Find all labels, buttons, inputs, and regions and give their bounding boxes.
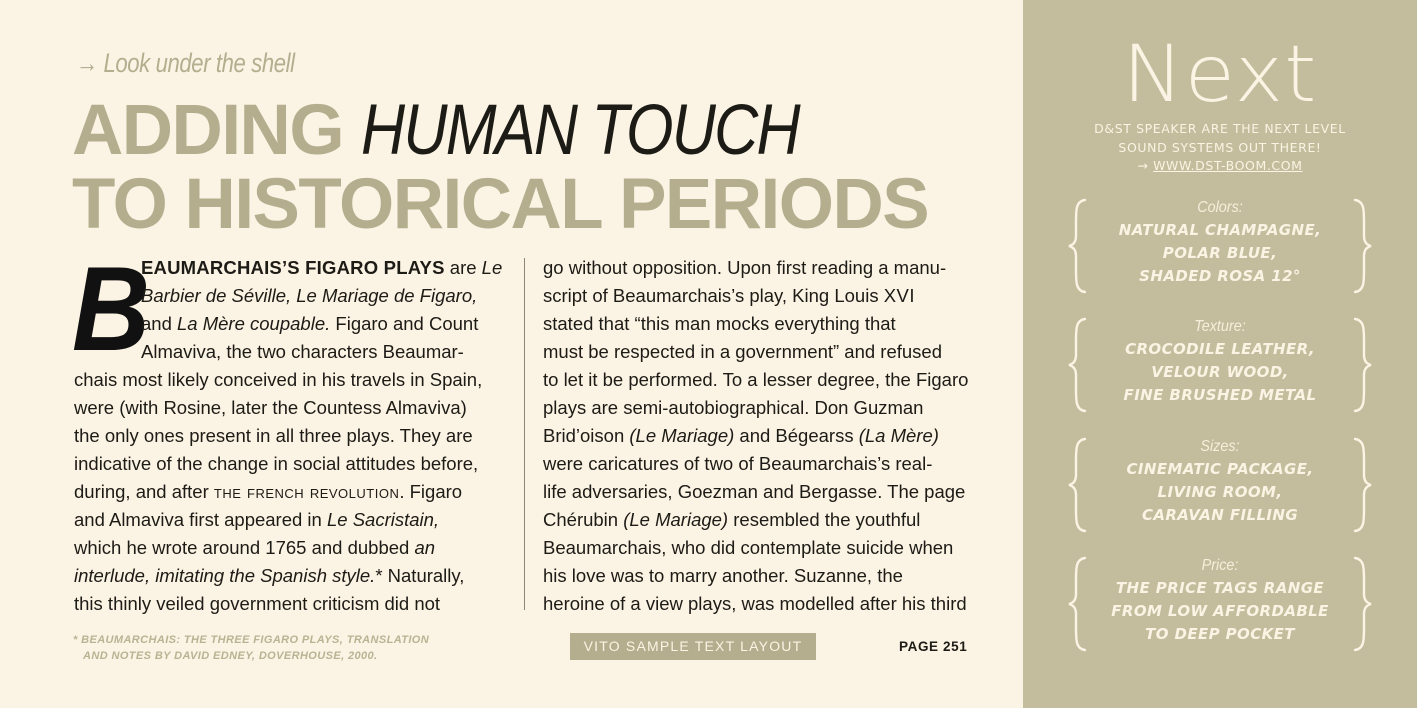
body-line: this thinly veiled government criticism did not [74, 593, 441, 614]
body-line [543, 422, 993, 450]
spec-value: SHADED ROSA 12° [1139, 267, 1301, 285]
headline-light-part: HUMAN TOUCH [361, 91, 800, 170]
body-line: his love was to marry another. Suzanne, the [543, 565, 903, 586]
spec-value: FINE BRUSHED METAL [1123, 386, 1317, 404]
sidebar-subtitle [1023, 120, 1417, 176]
lead-in: EAUMARCHAIS’S FIGARO PLAYS [141, 257, 445, 278]
body-column-1 [72, 242, 514, 618]
spec-values [1067, 338, 1373, 407]
spec-value: VELOUR WOOD, [1151, 363, 1289, 381]
kicker: → Look under the shell [76, 48, 295, 78]
page-number: PAGE 251 [899, 639, 968, 654]
drop-cap: B [72, 242, 147, 376]
spec-block-colors [1067, 198, 1373, 294]
headline-bold-line-2: TO HISTORICAL PERIODS [72, 165, 929, 244]
column-divider [524, 258, 525, 610]
text-run: during, and after [74, 481, 214, 502]
body-line: plays are semi-autobiographical. Don Guzman [543, 397, 924, 418]
text-run: * Naturally, [375, 565, 465, 586]
spec-values [1067, 458, 1373, 527]
italic-run: Barbier de Séville, Le Mariage de Figaro, [141, 285, 478, 306]
italic-run: La Mère coupable. [177, 313, 331, 334]
body-line: to let it be performed. To a lesser degree, the Figaro [543, 369, 969, 390]
text-run: are [444, 257, 482, 278]
text-run: Figaro and Count [330, 313, 479, 334]
spec-block-price [1067, 556, 1373, 652]
spec-label: Sizes: [1200, 438, 1240, 455]
small-caps-run: XVI [883, 285, 916, 306]
body-column-2 [543, 254, 993, 618]
body-line [543, 282, 993, 310]
headline-bold-part: ADDING [72, 91, 362, 170]
spec-value: FROM LOW AFFORDABLE [1111, 602, 1329, 620]
sidebar [1023, 0, 1417, 708]
subtitle-line: SOUND SYSTEMS OUT THERE! [1118, 139, 1322, 155]
italic-run: (Le Mariage) [629, 425, 735, 446]
body-line: must be respected in a government” and refused [543, 341, 943, 362]
headline-line-1 [72, 91, 928, 170]
arrow-icon: → [1137, 158, 1154, 173]
text-run: which he wrote around 1765 and dubbed [74, 537, 415, 558]
text-run: script of Beaumarchais’s play, King Louis [543, 285, 884, 306]
text-run: resembled the youthful [728, 509, 921, 530]
footnote [73, 632, 429, 664]
spec-value: CINEMATIC PACKAGE, [1126, 460, 1314, 478]
spec-values [1067, 577, 1373, 646]
spec-block-texture [1067, 317, 1373, 413]
headline-line-2 [72, 165, 929, 244]
body-line: the only ones present in all three plays. They are [74, 425, 473, 446]
sidebar-title [1023, 32, 1417, 118]
italic-run: Le Sacristain, [326, 509, 440, 530]
body-line: Almaviva, the two characters Beaumar- [141, 341, 464, 362]
spec-value: THE PRICE TAGS RANGE [1115, 579, 1325, 597]
spec-block-sizes [1067, 437, 1373, 533]
body-line [74, 562, 514, 590]
text-run: Chérubin [543, 509, 624, 530]
subtitle-line [1023, 157, 1417, 176]
italic-run: interlude, imitating the Spanish style. [74, 565, 376, 586]
text-run: Brid’oison [543, 425, 630, 446]
text-run: . Figaro [399, 481, 463, 502]
spec-label: Colors: [1197, 199, 1243, 216]
spec-value: NATURAL CHAMPAGNE, [1118, 221, 1322, 239]
body-line [74, 282, 514, 310]
italic-run: (Le Mariage) [623, 509, 729, 530]
spec-value: CARAVAN FILLING [1141, 506, 1299, 524]
spec-label: Price: [1201, 557, 1239, 574]
text-run: and Bégearss [734, 425, 859, 446]
body-line: were caricatures of two of Beaumarchais’s real- [543, 453, 933, 474]
body-line: go without opposition. Upon first reading a manu- [543, 257, 947, 278]
spec-value: LIVING ROOM, [1157, 483, 1283, 501]
body-line: indicative of the change in social attitudes before, [74, 453, 479, 474]
body-line: heroine of a view plays, was modelled after his third [543, 593, 967, 614]
subtitle-line: D&ST SPEAKER ARE THE NEXT LEVEL [1094, 121, 1346, 136]
body-line: were (with Rosine, later the Countess Almaviva) [74, 397, 467, 418]
headline [72, 91, 929, 244]
text-run: and [141, 313, 178, 334]
website-link[interactable]: WWW.DST-BOOM.COM [1153, 158, 1303, 173]
body-line [74, 478, 514, 506]
spec-values [1067, 219, 1373, 288]
body-line: chais most likely conceived in his travels in Spain, [74, 369, 483, 390]
body-line: life adversaries, Goezman and Bergasse. The page [543, 481, 966, 502]
spec-value: CROCODILE LEATHER, [1125, 340, 1315, 358]
small-caps-run: the french revolution [213, 481, 400, 502]
footnote-line: * BEAUMARCHAIS: THE THREE FIGARO PLAYS, TRANSLATION [73, 634, 430, 646]
body-line [74, 506, 514, 534]
sidebar-title-text: Next [1122, 30, 1318, 120]
italic-run: Le [481, 257, 503, 278]
body-line [74, 254, 514, 282]
spec-value: POLAR BLUE, [1162, 244, 1278, 262]
italic-run: (La Mère) [858, 425, 939, 446]
sample-tag: VITO SAMPLE TEXT LAYOUT [570, 633, 816, 660]
body-line: Beaumarchais, who did contemplate suicide when [543, 537, 954, 558]
italic-run: an [414, 537, 436, 558]
spec-value: TO DEEP POCKET [1145, 625, 1295, 643]
footnote-line: AND NOTES BY DAVID EDNEY, DOVERHOUSE, 2000. [83, 650, 378, 662]
text-run: and Almaviva first appeared in [74, 509, 327, 530]
body-line [74, 310, 514, 338]
body-line [543, 506, 993, 534]
body-line: stated that “this man mocks everything that [543, 313, 896, 334]
body-line [74, 534, 514, 562]
spec-label: Texture: [1194, 318, 1246, 335]
